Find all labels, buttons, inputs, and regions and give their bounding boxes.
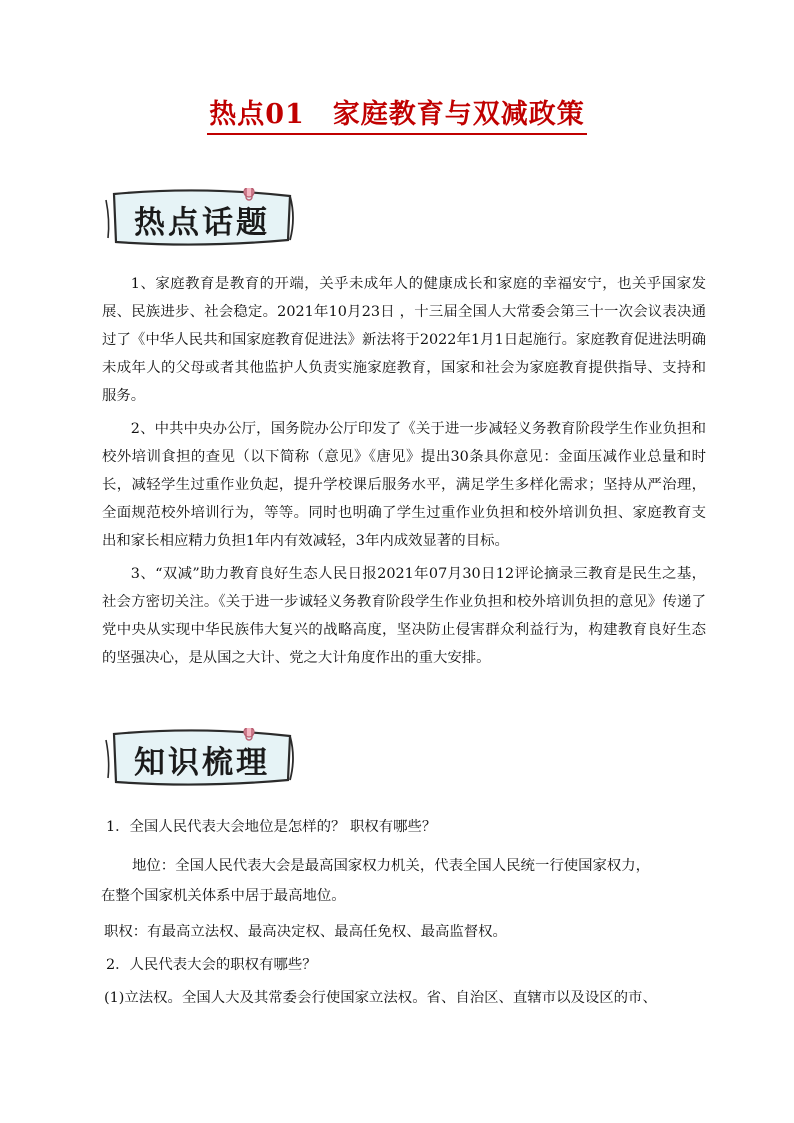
question-1: 1．全国人民代表大会地位是怎样的？ 职权有哪些？ (106, 819, 437, 835)
hot-topic-paragraph-3: 3、“双减”助力教育良好生态人民日报2021年07月30日12评论摘录三教育是民生之基，社会方密切关注。《关于进一步诚轻义务教育阶段学生作业负担和校外培训负担的意见》传递了党中央从实现中华民族伟大复兴的战略高度，坚决防止侵害群众利益行为，构建教育良好生态的坚强决心，是从国之大计、党之大计角度作出的重大安排。 (102, 566, 706, 666)
page-title-wrapper (0, 92, 794, 135)
knowledge-heading: 知识梳理 (134, 745, 270, 781)
hot-topic-banner (104, 188, 296, 248)
page-title: 热点01 家庭教育与双减政策 (207, 92, 587, 135)
knowledge-banner (104, 728, 296, 788)
question-2: 2．人民代表大会的职权有哪些？ (106, 957, 317, 973)
hot-topic-paragraph-1: 1、家庭教育是教育的开端，关乎未成年人的健康成长和家庭的幸福安宁，也关乎国家发展、民族进步、社会稳定。2021年10月23日 ，十三届全国人大常委会第三十一次会议表决通过了《中华人民共和国家庭教育促进法》新法将于2022年1月1日起施行。家庭教育促进法明确未成年人的父母或者其他监护人负责实施家庭教育，国家和社会为家庭教育提供指导、支持和服务。 (102, 276, 706, 404)
hot-topic-section (102, 270, 706, 677)
powers-line: 职权：有最高立法权、最高决定权、最高任免权、最高监督权。 (104, 924, 507, 940)
legislation-line: (1)立法权。全国人大及其常委会行使国家立法权。省、自治区、直辖市以及设区的市、 (104, 990, 657, 1006)
hot-topic-heading: 热点话题 (134, 205, 270, 241)
position-line-1: 地位：全国人民代表大会是最高国家权力机关，代表全国人民统一行使国家权力， (132, 858, 651, 874)
hot-topic-paragraph-2: 2、中共中央办公厅，国务院办公厅印发了《关于进一步减轻义务教育阶段学生作业负担和校外培训食担的查见（以下简称（意见》《唐见》提出30条具你意见：金面压减作业总量和时长，减轻学生过重作业负起，提升学校课后服务水平，满足学生多样化需求；坚持从严治理，全面规范校外培训行为，等等。同时也明确了学生过重作业负担和校外培训负担、家庭教育支出和家长相应精力负担1年内有效减轻，3年内成效显著的目标。 (102, 421, 706, 549)
position-line-2: 在整个国家机关体系中居于最高地位。 (101, 888, 346, 904)
